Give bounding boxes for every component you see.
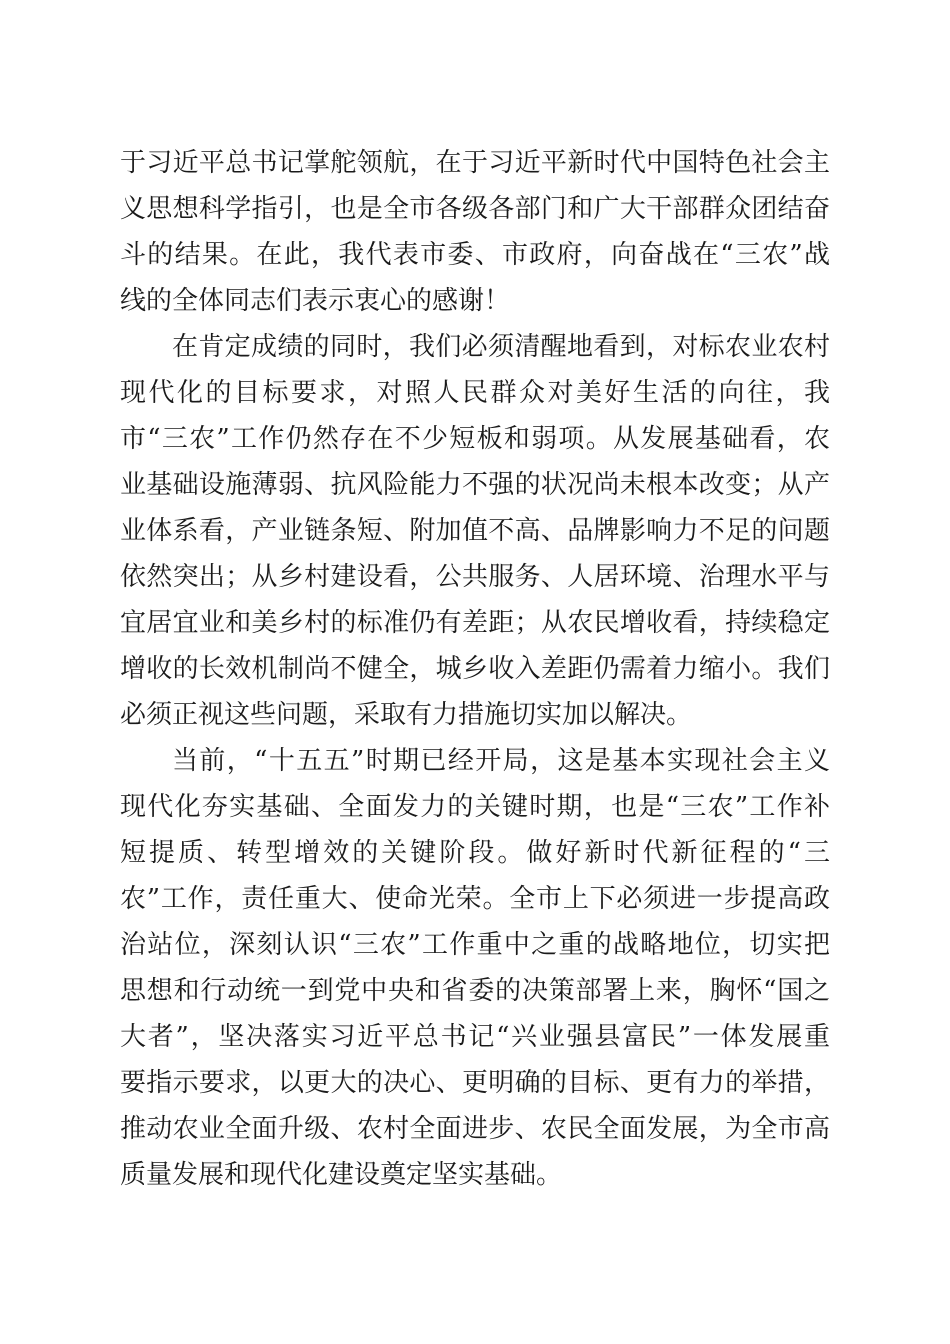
text-line: 依然突出；从乡村建设看，公共服务、人居环境、治理水平与 bbox=[120, 562, 830, 592]
text-line: 治站位，深刻认识“三农”工作重中之重的战略地位，切实把 bbox=[120, 930, 830, 960]
paragraph-3 bbox=[120, 738, 830, 1198]
text-line: 市“三农”工作仍然存在不少短板和弱项。从发展基础看，农 bbox=[120, 424, 830, 454]
text-line: 思想和行动统一到党中央和省委的决策部署上来，胸怀“国之 bbox=[120, 976, 830, 1006]
text-line: 在肯定成绩的同时，我们必须清醒地看到，对标农业农村 bbox=[172, 332, 830, 362]
text-line: 必须正视这些问题，采取有力措施切实加以解决。 bbox=[120, 700, 693, 730]
text-line: 质量发展和现代化建设奠定坚实基础。 bbox=[120, 1160, 563, 1190]
text-line: 义思想科学指引，也是全市各级各部门和广大干部群众团结奋 bbox=[120, 194, 830, 224]
text-line: 业体系看，产业链条短、附加值不高、品牌影响力不足的问题 bbox=[120, 516, 830, 546]
text-line: 农”工作，责任重大、使命光荣。全市上下必须进一步提高政 bbox=[120, 884, 830, 914]
text-line: 于习近平总书记掌舵领航，在于习近平新时代中国特色社会主 bbox=[120, 148, 830, 178]
text-line: 线的全体同志们表示衷心的感谢！ bbox=[120, 286, 511, 316]
text-line: 宜居宜业和美乡村的标准仍有差距；从农民增收看，持续稳定 bbox=[120, 608, 830, 638]
text-line: 大者”，坚决落实习近平总书记“兴业强县富民”一体发展重 bbox=[120, 1022, 830, 1052]
text-line: 现代化的目标要求，对照人民群众对美好生活的向往，我 bbox=[120, 378, 830, 408]
text-line: 业基础设施薄弱、抗风险能力不强的状况尚未根本改变；从产 bbox=[120, 470, 830, 500]
text-line: 推动农业全面升级、农村全面进步、农民全面发展，为全市高 bbox=[120, 1114, 830, 1144]
text-line: 现代化夯实基础、全面发力的关键时期，也是“三农”工作补 bbox=[120, 792, 830, 822]
paragraph-2 bbox=[120, 324, 830, 738]
paragraph-1 bbox=[120, 140, 830, 324]
body-text bbox=[120, 140, 830, 1198]
text-line: 增收的长效机制尚不健全，城乡收入差距仍需着力缩小。我们 bbox=[120, 654, 830, 684]
text-line: 短提质、转型增效的关键阶段。做好新时代新征程的“三 bbox=[120, 838, 830, 868]
text-line: 当前，“十五五”时期已经开局，这是基本实现社会主义 bbox=[172, 746, 830, 776]
text-line: 斗的结果。在此，我代表市委、市政府，向奋战在“三农”战 bbox=[120, 240, 830, 270]
text-line: 要指示要求，以更大的决心、更明确的目标、更有力的举措， bbox=[120, 1068, 830, 1098]
